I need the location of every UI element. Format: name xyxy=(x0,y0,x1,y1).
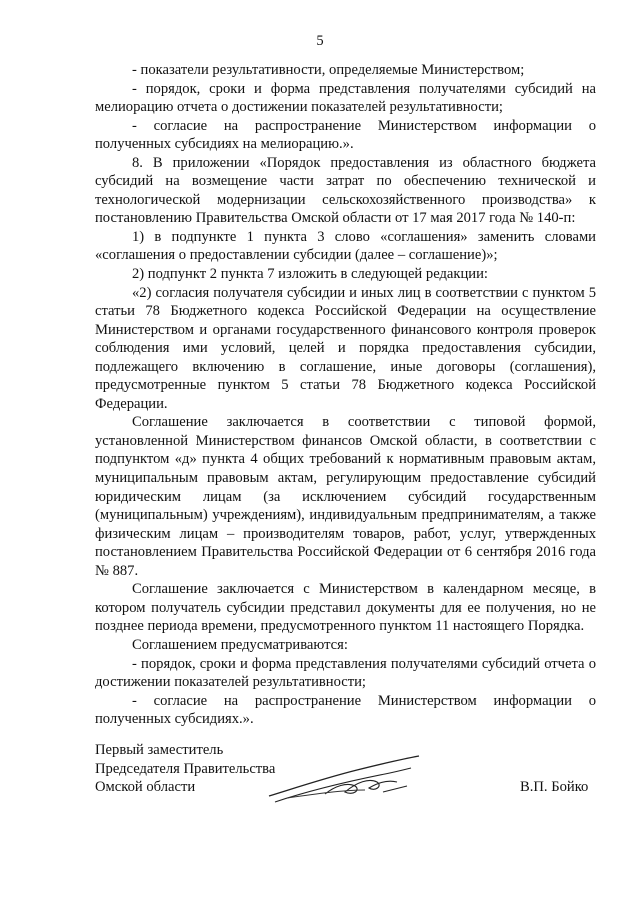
signatory-title-line-1: Первый заместитель xyxy=(95,742,224,758)
paragraph-1: - показатели результативности, определяемые Министерством; xyxy=(132,62,525,78)
paragraph-5: 1) в подпункте 1 пункта 3 слово «соглашения» заменить словами «соглашения о предоставлении субсидии (далее – соглашение)»; xyxy=(95,228,596,264)
paragraph-7: «2) согласия получателя субсидии и иных лиц в соответствии с пунктом 5 статьи 78 Бюджетного кодекса Российской Федерации на осуществление Министерством и органами государственного финансового контроля проверок соблюдения ими условий, целей и порядка предоставления субсидии, подлежащего включению в соглашение, иные договоры (соглашения), предусмотренные пунктом 5 статьи 78 Бюджетного кодекса Российской Федерации. xyxy=(95,284,596,412)
signatory-name: В.П. Бойко xyxy=(520,779,589,795)
paragraph-12: - согласие на распространение Министерством информации о полученных субсидиях.». xyxy=(95,692,596,728)
paragraph-2: - порядок, сроки и форма представления получателями субсидий на мелиорацию отчета о достижении показателей результативности; xyxy=(95,80,596,116)
page-number: 5 xyxy=(316,33,324,49)
paragraph-6: 2) подпункт 2 пункта 7 изложить в следующей редакции: xyxy=(132,266,488,283)
paragraph-3: - согласие на распространение Министерством информации о полученных субсидиях на мелиорацию.». xyxy=(95,117,596,153)
paragraph-9: Соглашение заключается с Министерством в календарном месяце, в котором получатель субсидии представил документы для ее получения, но не позднее периода времени, предусмотренного пунктом 11 настоящего Порядка. xyxy=(95,581,596,635)
paragraph-4: 8. В приложении «Порядок предоставления из областного бюджета субсидий на возмещение части затрат по обеспечению технической и технологической модернизации сельскохозяйственного производства» к постановлению Правительства Омской области от 17 мая 2017 года № 140-п: xyxy=(95,154,596,227)
paragraph-8: Соглашение заключается в соответствии с типовой формой, установленной Министерством финансов Омской области, в соответствии с подпунктом «д» пункта 4 общих требований к нормативным правовым актам, муниципальным правовым актам, регулирующим предоставление субсидий юридическим лицам (за исключением субсидий государственным (муниципальным) учреждениям), индивидуальным предпринимателям, а также физическим лицам – производителям товаров, работ, услуг, утвержденных постановлением Правительства Российской Федерации от 6 сентября 2016 года № 887. xyxy=(95,414,596,579)
signatory-title xyxy=(95,741,275,797)
paragraph-11: - порядок, сроки и форма представления получателями субсидий отчета о достижении показателей результативности; xyxy=(95,655,596,691)
document-body xyxy=(95,61,596,729)
paragraph-10: Соглашением предусматриваются: xyxy=(132,636,348,653)
signatory-title-line-3: Омской области xyxy=(95,779,196,796)
handwritten-signature xyxy=(265,752,425,812)
signatory-title-line-2: Председателя Правительства xyxy=(95,760,276,777)
